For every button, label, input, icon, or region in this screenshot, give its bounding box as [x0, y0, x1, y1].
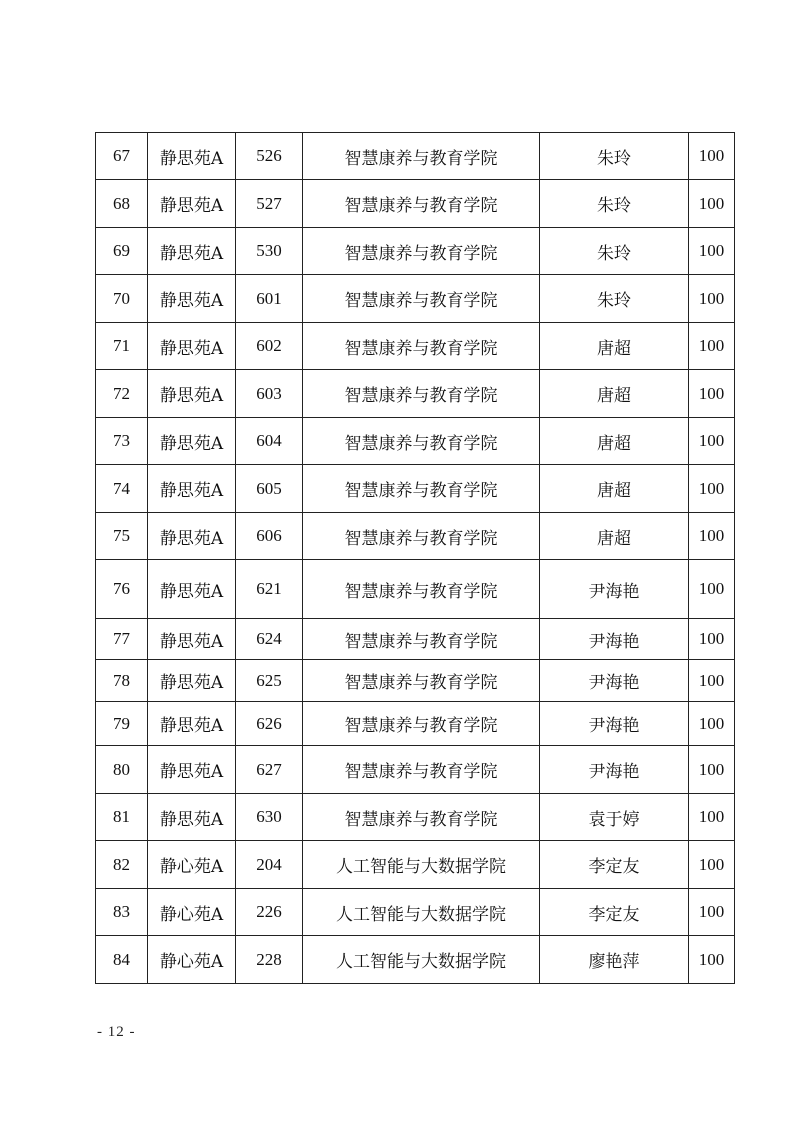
table-row [96, 228, 735, 275]
building-cell: 静思苑A [148, 560, 236, 619]
building-cell: 静心苑A [148, 889, 236, 936]
row-number-cell: 73 [96, 418, 148, 465]
room-number-cell: 604 [236, 418, 303, 465]
room-number-cell: 626 [236, 702, 303, 746]
room-number-cell: 624 [236, 619, 303, 660]
responsible-person-cell: 朱玲 [540, 275, 689, 323]
score-cell: 100 [689, 889, 735, 936]
building-cell: 静思苑A [148, 323, 236, 370]
room-number-cell: 630 [236, 794, 303, 841]
responsible-person-cell: 唐超 [540, 418, 689, 465]
building-cell: 静思苑A [148, 746, 236, 794]
row-number-cell: 74 [96, 465, 148, 513]
building-cell: 静思苑A [148, 465, 236, 513]
building-cell: 静思苑A [148, 794, 236, 841]
responsible-person-cell: 尹海艳 [540, 619, 689, 660]
table-row [96, 619, 735, 660]
row-number-cell: 72 [96, 370, 148, 418]
responsible-person-cell: 朱玲 [540, 133, 689, 180]
table-row [96, 889, 735, 936]
row-number-cell: 75 [96, 513, 148, 560]
row-number-cell: 79 [96, 702, 148, 746]
building-cell: 静思苑A [148, 660, 236, 702]
table-row [96, 323, 735, 370]
room-number-cell: 526 [236, 133, 303, 180]
row-number-cell: 81 [96, 794, 148, 841]
score-cell: 100 [689, 794, 735, 841]
responsible-person-cell: 朱玲 [540, 228, 689, 275]
row-number-cell: 78 [96, 660, 148, 702]
college-cell: 智慧康养与教育学院 [303, 323, 540, 370]
building-cell: 静思苑A [148, 370, 236, 418]
college-cell: 智慧康养与教育学院 [303, 418, 540, 465]
responsible-person-cell: 李定友 [540, 889, 689, 936]
room-number-cell: 605 [236, 465, 303, 513]
responsible-person-cell: 廖艳萍 [540, 936, 689, 984]
table-row [96, 841, 735, 889]
building-cell: 静思苑A [148, 228, 236, 275]
college-cell: 智慧康养与教育学院 [303, 513, 540, 560]
responsible-person-cell: 唐超 [540, 465, 689, 513]
college-cell: 智慧康养与教育学院 [303, 465, 540, 513]
room-number-cell: 603 [236, 370, 303, 418]
score-cell: 100 [689, 513, 735, 560]
room-number-cell: 627 [236, 746, 303, 794]
score-cell: 100 [689, 560, 735, 619]
room-number-cell: 601 [236, 275, 303, 323]
responsible-person-cell: 尹海艳 [540, 560, 689, 619]
table-row [96, 746, 735, 794]
college-cell: 智慧康养与教育学院 [303, 746, 540, 794]
row-number-cell: 68 [96, 180, 148, 228]
responsible-person-cell: 尹海艳 [540, 660, 689, 702]
score-cell: 100 [689, 418, 735, 465]
table-row [96, 513, 735, 560]
page-number: - 12 - [97, 1024, 136, 1040]
score-cell: 100 [689, 841, 735, 889]
building-cell: 静思苑A [148, 133, 236, 180]
room-number-cell: 602 [236, 323, 303, 370]
score-cell: 100 [689, 465, 735, 513]
score-cell: 100 [689, 702, 735, 746]
table-row [96, 275, 735, 323]
table-row [96, 418, 735, 465]
score-cell: 100 [689, 619, 735, 660]
room-number-cell: 228 [236, 936, 303, 984]
building-cell: 静思苑A [148, 619, 236, 660]
table-row [96, 465, 735, 513]
college-cell: 智慧康养与教育学院 [303, 660, 540, 702]
college-cell: 智慧康养与教育学院 [303, 560, 540, 619]
room-number-cell: 625 [236, 660, 303, 702]
table-row [96, 370, 735, 418]
row-number-cell: 77 [96, 619, 148, 660]
responsible-person-cell: 唐超 [540, 513, 689, 560]
dormitory-score-table [95, 132, 735, 984]
building-cell: 静心苑A [148, 936, 236, 984]
college-cell: 智慧康养与教育学院 [303, 275, 540, 323]
table-body [96, 133, 735, 984]
room-number-cell: 606 [236, 513, 303, 560]
score-cell: 100 [689, 936, 735, 984]
room-number-cell: 204 [236, 841, 303, 889]
room-number-cell: 530 [236, 228, 303, 275]
building-cell: 静思苑A [148, 418, 236, 465]
row-number-cell: 83 [96, 889, 148, 936]
responsible-person-cell: 唐超 [540, 370, 689, 418]
score-cell: 100 [689, 323, 735, 370]
college-cell: 人工智能与大数据学院 [303, 889, 540, 936]
score-cell: 100 [689, 133, 735, 180]
row-number-cell: 84 [96, 936, 148, 984]
score-cell: 100 [689, 275, 735, 323]
room-number-cell: 621 [236, 560, 303, 619]
responsible-person-cell: 唐超 [540, 323, 689, 370]
table-row [96, 794, 735, 841]
responsible-person-cell: 尹海艳 [540, 746, 689, 794]
college-cell: 智慧康养与教育学院 [303, 702, 540, 746]
responsible-person-cell: 李定友 [540, 841, 689, 889]
score-cell: 100 [689, 228, 735, 275]
building-cell: 静思苑A [148, 180, 236, 228]
row-number-cell: 80 [96, 746, 148, 794]
responsible-person-cell: 朱玲 [540, 180, 689, 228]
college-cell: 智慧康养与教育学院 [303, 794, 540, 841]
college-cell: 智慧康养与教育学院 [303, 619, 540, 660]
responsible-person-cell: 袁于婷 [540, 794, 689, 841]
building-cell: 静思苑A [148, 275, 236, 323]
row-number-cell: 70 [96, 275, 148, 323]
score-cell: 100 [689, 746, 735, 794]
table-row [96, 560, 735, 619]
row-number-cell: 76 [96, 560, 148, 619]
college-cell: 人工智能与大数据学院 [303, 936, 540, 984]
table-row [96, 180, 735, 228]
responsible-person-cell: 尹海艳 [540, 702, 689, 746]
college-cell: 智慧康养与教育学院 [303, 228, 540, 275]
table-row [96, 133, 735, 180]
building-cell: 静思苑A [148, 513, 236, 560]
college-cell: 智慧康养与教育学院 [303, 133, 540, 180]
college-cell: 人工智能与大数据学院 [303, 841, 540, 889]
room-number-cell: 527 [236, 180, 303, 228]
building-cell: 静思苑A [148, 702, 236, 746]
score-cell: 100 [689, 660, 735, 702]
row-number-cell: 71 [96, 323, 148, 370]
table-row [96, 702, 735, 746]
room-number-cell: 226 [236, 889, 303, 936]
row-number-cell: 69 [96, 228, 148, 275]
table-row [96, 936, 735, 984]
row-number-cell: 67 [96, 133, 148, 180]
college-cell: 智慧康养与教育学院 [303, 180, 540, 228]
building-cell: 静心苑A [148, 841, 236, 889]
table-row [96, 660, 735, 702]
row-number-cell: 82 [96, 841, 148, 889]
score-cell: 100 [689, 180, 735, 228]
college-cell: 智慧康养与教育学院 [303, 370, 540, 418]
score-cell: 100 [689, 370, 735, 418]
